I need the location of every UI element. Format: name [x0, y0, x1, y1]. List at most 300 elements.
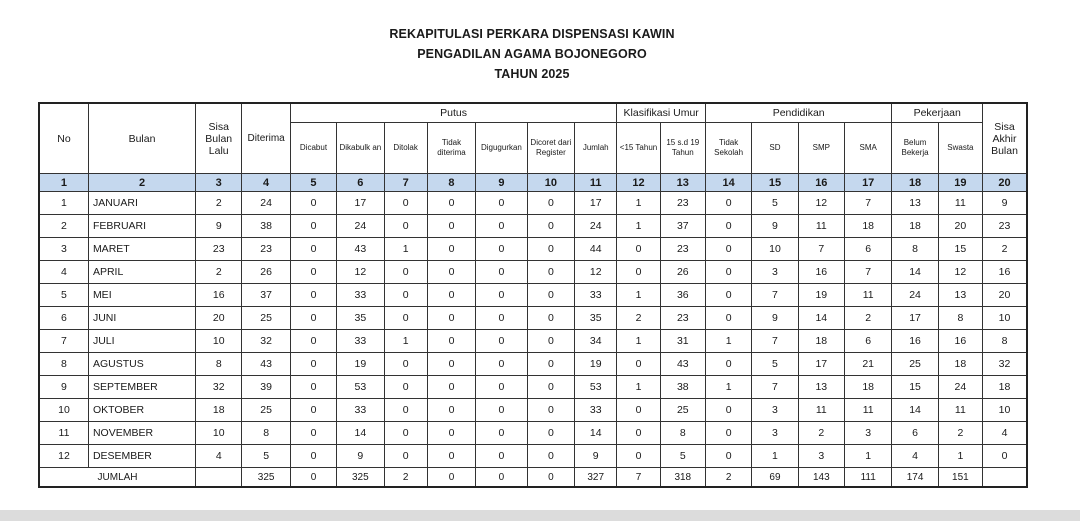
table-cell: 6: [844, 330, 891, 353]
row-no: 3: [39, 238, 88, 261]
table-cell: 18: [798, 330, 844, 353]
table-cell: 0: [476, 353, 528, 376]
table-cell: 0: [476, 330, 528, 353]
table-row: [39, 422, 1027, 445]
table-cell: 13: [798, 376, 844, 399]
row-month: NOVEMBER: [88, 422, 195, 445]
table-cell: 0: [476, 192, 528, 215]
table-cell: 0: [427, 376, 475, 399]
table-cell: 0: [427, 307, 475, 330]
table-cell: 14: [798, 307, 844, 330]
column-number: 8: [427, 174, 475, 192]
header-putus: Putus: [290, 103, 617, 123]
table-cell: 0: [476, 215, 528, 238]
title-line-2: PENGADILAN AGAMA BOJONEGORO: [417, 47, 647, 61]
table-cell: 9: [752, 215, 798, 238]
table-cell: 25: [892, 353, 938, 376]
table-cell: 14: [337, 422, 384, 445]
table-cell: 0: [427, 192, 475, 215]
row-month: FEBRUARI: [88, 215, 195, 238]
table-cell: 5: [752, 353, 798, 376]
table-cell: 19: [798, 284, 844, 307]
table-cell: 0: [476, 284, 528, 307]
table-cell: 0: [384, 445, 427, 468]
row-month: AGUSTUS: [88, 353, 195, 376]
table-cell: 2: [798, 422, 844, 445]
table-cell: 0: [290, 238, 336, 261]
table-cell: 7: [844, 261, 891, 284]
table-cell: 2: [196, 261, 242, 284]
table-cell: 1: [617, 284, 660, 307]
table-cell: 0: [290, 284, 336, 307]
table-cell: 14: [575, 422, 617, 445]
table-cell: 32: [242, 330, 290, 353]
table-cell: 0: [705, 399, 751, 422]
row-no: 1: [39, 192, 88, 215]
table-cell: 2: [196, 192, 242, 215]
title-line-3: TAHUN 2025: [494, 67, 570, 81]
table-cell: 1: [384, 330, 427, 353]
table-cell: 2: [938, 422, 982, 445]
table-cell: 11: [938, 192, 982, 215]
header-diterima: Diterima: [242, 103, 290, 174]
table-cell: 20: [196, 307, 242, 330]
header-jumlah: Jumlah: [575, 123, 617, 174]
table-row: [39, 215, 1027, 238]
total-cell: 143: [798, 468, 844, 488]
row-no: 8: [39, 353, 88, 376]
header-pekerjaan: Pekerjaan: [892, 103, 983, 123]
table-cell: 23: [660, 238, 705, 261]
table-cell: 0: [290, 330, 336, 353]
table-cell: 3: [752, 399, 798, 422]
report-title: [0, 24, 1064, 84]
header-swasta: Swasta: [938, 123, 982, 174]
header-tidak-diterima: Tidak diterima: [427, 123, 475, 174]
table-cell: 13: [938, 284, 982, 307]
table-row: [39, 445, 1027, 468]
table-cell: 0: [705, 422, 751, 445]
row-no: 12: [39, 445, 88, 468]
table-cell: 0: [705, 284, 751, 307]
table-cell: 18: [196, 399, 242, 422]
column-number: 19: [938, 174, 982, 192]
table-cell: 4: [196, 445, 242, 468]
table-row: [39, 284, 1027, 307]
header-sd: SD: [752, 123, 798, 174]
table-cell: 15: [892, 376, 938, 399]
table-cell: 0: [705, 261, 751, 284]
table-cell: 9: [752, 307, 798, 330]
table-cell: 0: [427, 422, 475, 445]
table-cell: 20: [938, 215, 982, 238]
table-cell: 33: [337, 330, 384, 353]
table-cell: 1: [617, 192, 660, 215]
table-cell: 35: [575, 307, 617, 330]
table-cell: 7: [752, 284, 798, 307]
table-cell: 1: [844, 445, 891, 468]
table-cell: 0: [427, 445, 475, 468]
header-ditolak: Ditolak: [384, 123, 427, 174]
table-cell: 21: [844, 353, 891, 376]
header-umur-15-19: 15 s.d 19 Tahun: [660, 123, 705, 174]
table-cell: 8: [983, 330, 1027, 353]
table-cell: 24: [242, 192, 290, 215]
table-cell: 16: [798, 261, 844, 284]
table-cell: 24: [892, 284, 938, 307]
table-cell: 26: [242, 261, 290, 284]
table-cell: 0: [617, 238, 660, 261]
header-dicoret: Dicoret dari Register: [527, 123, 574, 174]
table-cell: 2: [617, 307, 660, 330]
table-cell: 0: [290, 353, 336, 376]
table-cell: 0: [476, 376, 528, 399]
total-cell: 0: [527, 468, 574, 488]
table-cell: 18: [844, 376, 891, 399]
header-sma: SMA: [844, 123, 891, 174]
table-cell: 0: [527, 353, 574, 376]
total-cell: 325: [337, 468, 384, 488]
total-cell: 318: [660, 468, 705, 488]
row-month: APRIL: [88, 261, 195, 284]
row-no: 11: [39, 422, 88, 445]
table-cell: 3: [752, 422, 798, 445]
total-cell: [983, 468, 1027, 488]
table-cell: 8: [242, 422, 290, 445]
header-pendidikan: Pendidikan: [705, 103, 891, 123]
row-month: MARET: [88, 238, 195, 261]
table-cell: 0: [427, 353, 475, 376]
table-cell: 5: [752, 192, 798, 215]
table-cell: 16: [196, 284, 242, 307]
total-cell: 7: [617, 468, 660, 488]
table-row: [39, 192, 1027, 215]
table-cell: 0: [427, 399, 475, 422]
header-belum-bekerja: Belum Bekerja: [892, 123, 938, 174]
table-cell: 39: [242, 376, 290, 399]
table-cell: 38: [660, 376, 705, 399]
table-cell: 0: [290, 261, 336, 284]
table-cell: 25: [660, 399, 705, 422]
table-cell: 0: [476, 261, 528, 284]
column-number: 16: [798, 174, 844, 192]
total-cell: 111: [844, 468, 891, 488]
table-cell: 0: [384, 422, 427, 445]
table-cell: 0: [617, 353, 660, 376]
row-no: 7: [39, 330, 88, 353]
table-cell: 7: [844, 192, 891, 215]
table-cell: 0: [527, 330, 574, 353]
table-cell: 10: [983, 399, 1027, 422]
total-cell: 0: [476, 468, 528, 488]
table-cell: 14: [892, 399, 938, 422]
column-number: 20: [983, 174, 1027, 192]
table-cell: 0: [527, 422, 574, 445]
table-cell: 12: [575, 261, 617, 284]
column-number: 3: [196, 174, 242, 192]
table-cell: 0: [617, 422, 660, 445]
table-cell: 0: [527, 284, 574, 307]
table-cell: 34: [575, 330, 617, 353]
table-cell: 0: [617, 399, 660, 422]
table-cell: 1: [617, 215, 660, 238]
total-cell: 325: [242, 468, 290, 488]
table-cell: 3: [798, 445, 844, 468]
table-cell: 0: [384, 215, 427, 238]
table-cell: 31: [660, 330, 705, 353]
table-cell: 0: [427, 330, 475, 353]
table-cell: 0: [427, 261, 475, 284]
header-row-groups: [39, 103, 1027, 123]
row-month: JANUARI: [88, 192, 195, 215]
table-cell: 18: [983, 376, 1027, 399]
table-row: [39, 376, 1027, 399]
column-number: 15: [752, 174, 798, 192]
table-cell: 0: [527, 445, 574, 468]
table-cell: 0: [427, 215, 475, 238]
table-cell: 23: [983, 215, 1027, 238]
table-cell: 13: [892, 192, 938, 215]
column-number: 17: [844, 174, 891, 192]
header-digugurkan: Digugurkan: [476, 123, 528, 174]
table-cell: 9: [337, 445, 384, 468]
table-cell: 1: [617, 330, 660, 353]
table-cell: 25: [242, 399, 290, 422]
table-cell: 11: [798, 399, 844, 422]
row-no: 5: [39, 284, 88, 307]
table-cell: 0: [617, 261, 660, 284]
table-cell: 0: [290, 215, 336, 238]
table-cell: 23: [660, 307, 705, 330]
table-cell: 1: [705, 376, 751, 399]
header-sisa-akhir-bulan: Sisa Akhir Bulan: [983, 103, 1027, 174]
table-cell: 0: [527, 192, 574, 215]
table-cell: 37: [242, 284, 290, 307]
table-cell: 23: [242, 238, 290, 261]
table-cell: 0: [384, 376, 427, 399]
table-cell: 0: [476, 399, 528, 422]
total-cell: 2: [384, 468, 427, 488]
table-cell: 53: [575, 376, 617, 399]
table-cell: 5: [242, 445, 290, 468]
column-number: 1: [39, 174, 88, 192]
table-row: [39, 238, 1027, 261]
table-cell: 0: [290, 307, 336, 330]
table-cell: 0: [476, 238, 528, 261]
total-cell: 69: [752, 468, 798, 488]
table-cell: 17: [575, 192, 617, 215]
header-bulan: Bulan: [88, 103, 195, 174]
table-cell: 0: [384, 192, 427, 215]
header-klasifikasi-umur: Klasifikasi Umur: [617, 103, 706, 123]
table-cell: 0: [290, 445, 336, 468]
table-cell: 8: [892, 238, 938, 261]
column-number: 4: [242, 174, 290, 192]
table-cell: 43: [660, 353, 705, 376]
table-cell: 0: [705, 307, 751, 330]
table-cell: 0: [290, 192, 336, 215]
row-month: DESEMBER: [88, 445, 195, 468]
total-cell: 151: [938, 468, 982, 488]
table-cell: 1: [705, 330, 751, 353]
column-number: 7: [384, 174, 427, 192]
table-cell: 0: [527, 261, 574, 284]
table-cell: 16: [892, 330, 938, 353]
table-cell: 9: [196, 215, 242, 238]
table-cell: 0: [384, 261, 427, 284]
table-cell: 23: [196, 238, 242, 261]
total-cell: 0: [290, 468, 336, 488]
table-cell: 14: [892, 261, 938, 284]
table-cell: 16: [938, 330, 982, 353]
table-cell: 3: [752, 261, 798, 284]
table-cell: 2: [983, 238, 1027, 261]
table-cell: 23: [660, 192, 705, 215]
table-cell: 32: [196, 376, 242, 399]
table-cell: 11: [844, 284, 891, 307]
table-cell: 43: [337, 238, 384, 261]
total-row: [39, 468, 1027, 488]
table-cell: 0: [476, 445, 528, 468]
table-cell: 4: [983, 422, 1027, 445]
column-number: 12: [617, 174, 660, 192]
header-dicabut: Dicabut: [290, 123, 336, 174]
table-row: [39, 399, 1027, 422]
table-row: [39, 261, 1027, 284]
table-cell: 0: [427, 284, 475, 307]
column-number: 10: [527, 174, 574, 192]
row-month: JUNI: [88, 307, 195, 330]
column-number: 18: [892, 174, 938, 192]
table-cell: 38: [242, 215, 290, 238]
column-number: 5: [290, 174, 336, 192]
table-cell: 1: [752, 445, 798, 468]
table-cell: 9: [983, 192, 1027, 215]
table-cell: 0: [290, 399, 336, 422]
table-cell: 25: [242, 307, 290, 330]
header-umur-lt15: <15 Tahun: [617, 123, 660, 174]
table-cell: 19: [337, 353, 384, 376]
table-cell: 11: [798, 215, 844, 238]
table-row: [39, 353, 1027, 376]
column-number: 2: [88, 174, 195, 192]
table-cell: 4: [892, 445, 938, 468]
table-cell: 0: [384, 307, 427, 330]
table-cell: 0: [384, 353, 427, 376]
table-cell: 0: [705, 192, 751, 215]
table-cell: 33: [337, 399, 384, 422]
table-cell: 0: [705, 215, 751, 238]
column-number: 9: [476, 174, 528, 192]
table-cell: 12: [938, 261, 982, 284]
table-cell: 18: [938, 353, 982, 376]
table-cell: 33: [575, 284, 617, 307]
table-cell: 8: [938, 307, 982, 330]
table-cell: 19: [575, 353, 617, 376]
row-no: 4: [39, 261, 88, 284]
header-smp: SMP: [798, 123, 844, 174]
row-no: 10: [39, 399, 88, 422]
table-cell: 0: [527, 399, 574, 422]
total-cell: [196, 468, 242, 488]
table-cell: 24: [337, 215, 384, 238]
total-cell: 174: [892, 468, 938, 488]
table-cell: 12: [337, 261, 384, 284]
table-cell: 5: [660, 445, 705, 468]
table-cell: 10: [196, 330, 242, 353]
table-cell: 1: [617, 376, 660, 399]
table-cell: 8: [660, 422, 705, 445]
total-label: JUMLAH: [39, 468, 196, 488]
table-cell: 0: [427, 238, 475, 261]
column-number: 11: [575, 174, 617, 192]
table-cell: 1: [938, 445, 982, 468]
table-cell: 0: [705, 353, 751, 376]
total-cell: 2: [705, 468, 751, 488]
row-month: OKTOBER: [88, 399, 195, 422]
table-cell: 8: [196, 353, 242, 376]
column-number: 14: [705, 174, 751, 192]
row-no: 9: [39, 376, 88, 399]
table-cell: 17: [892, 307, 938, 330]
table-cell: 24: [575, 215, 617, 238]
table-cell: 33: [575, 399, 617, 422]
table-cell: 17: [798, 353, 844, 376]
table-cell: 0: [983, 445, 1027, 468]
table-cell: 44: [575, 238, 617, 261]
table-cell: 10: [196, 422, 242, 445]
table-cell: 0: [290, 376, 336, 399]
table-cell: 11: [844, 399, 891, 422]
table-cell: 17: [337, 192, 384, 215]
table-cell: 26: [660, 261, 705, 284]
header-sisa-bulan-lalu: Sisa Bulan Lalu: [196, 103, 242, 174]
total-cell: 327: [575, 468, 617, 488]
table-cell: 20: [983, 284, 1027, 307]
header-dikabulkan: Dikabulk an: [337, 123, 384, 174]
table-cell: 24: [938, 376, 982, 399]
table-cell: 10: [983, 307, 1027, 330]
table-cell: 10: [752, 238, 798, 261]
table-cell: 1: [384, 238, 427, 261]
table-cell: 7: [798, 238, 844, 261]
row-no: 6: [39, 307, 88, 330]
bottom-edge: [0, 510, 1080, 521]
table-cell: 0: [384, 399, 427, 422]
total-cell: 0: [427, 468, 475, 488]
table-cell: 7: [752, 376, 798, 399]
table-cell: 43: [242, 353, 290, 376]
column-number: 6: [337, 174, 384, 192]
column-number: 13: [660, 174, 705, 192]
table-cell: 18: [892, 215, 938, 238]
column-number-row: [39, 174, 1027, 192]
table-cell: 2: [844, 307, 891, 330]
table-cell: 9: [575, 445, 617, 468]
table-cell: 11: [938, 399, 982, 422]
table-cell: 0: [476, 307, 528, 330]
row-month: MEI: [88, 284, 195, 307]
table-cell: 0: [705, 445, 751, 468]
table-cell: 0: [527, 215, 574, 238]
header-no: No: [39, 103, 88, 174]
table-cell: 0: [705, 238, 751, 261]
table-cell: 0: [527, 307, 574, 330]
header-tidak-sekolah: Tidak Sekolah: [705, 123, 751, 174]
table-cell: 33: [337, 284, 384, 307]
table-cell: 6: [892, 422, 938, 445]
table-cell: 7: [752, 330, 798, 353]
